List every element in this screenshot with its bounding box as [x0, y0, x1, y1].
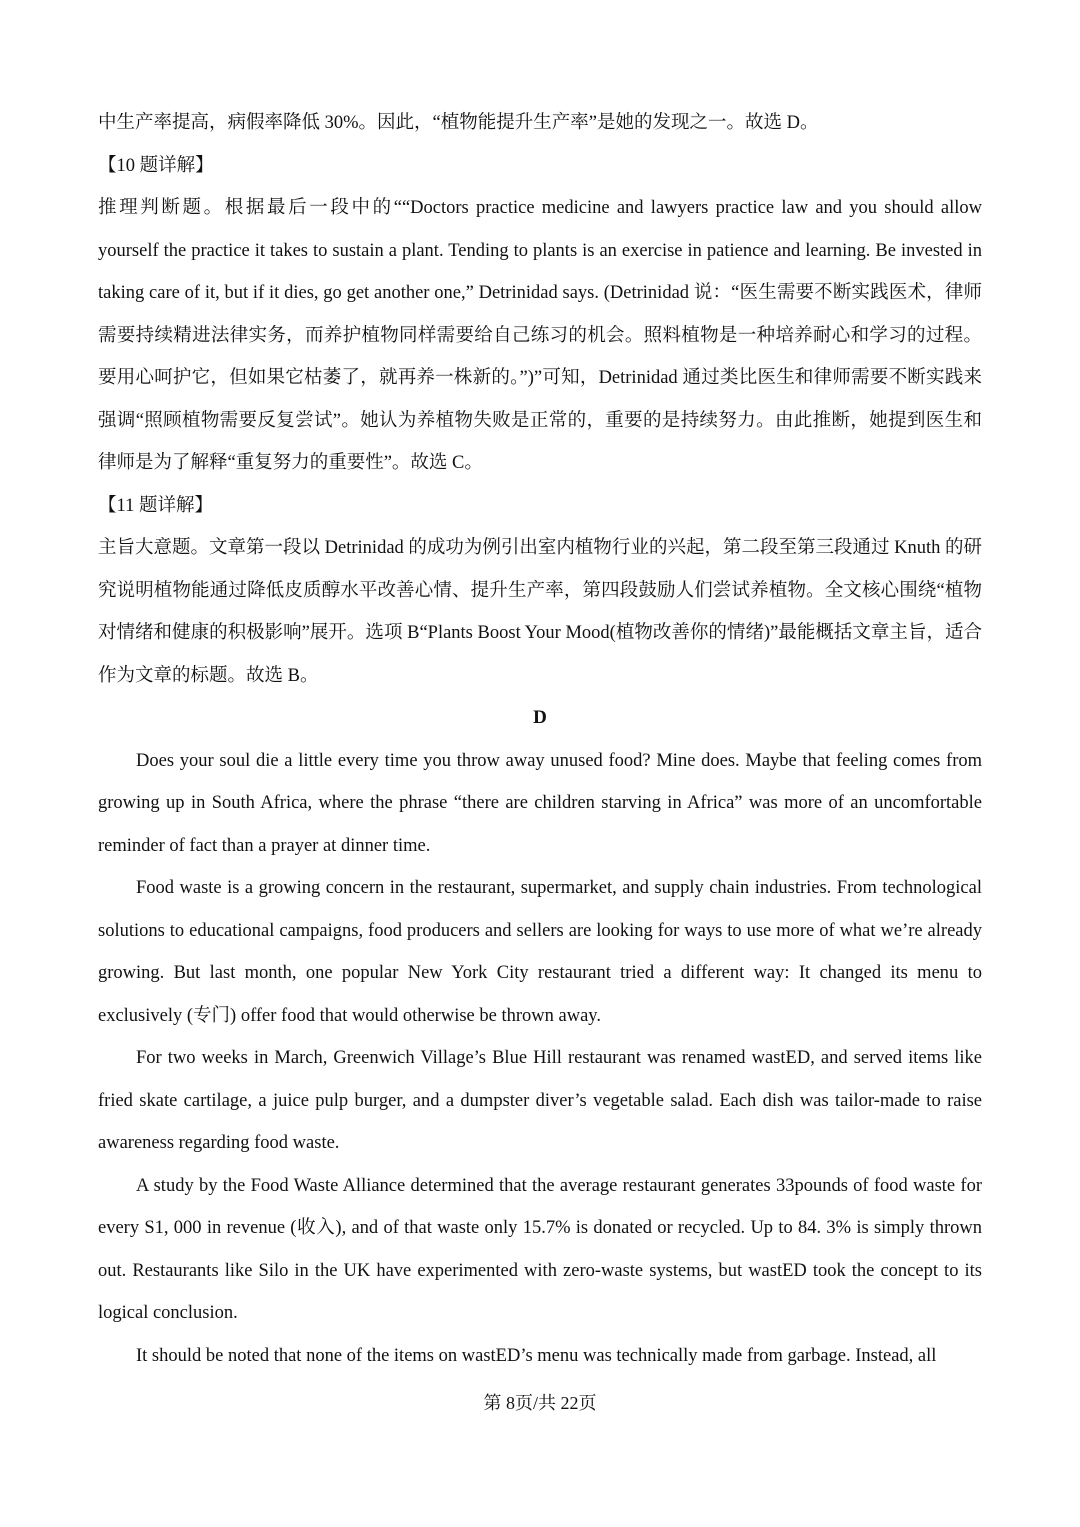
q10-heading: 【10 题详解】 [98, 155, 214, 176]
q9-answer-tail: 中生产率提高，病假率降低 30%。因此，“植物能提升生产率”是她的发现之一。故选 D。 [98, 113, 819, 133]
passage-paragraph: It should be noted that none of the items on wastED’s menu was technically made from garbage. Instead, all [136, 1345, 937, 1366]
passage-paragraph: Food waste is a growing concern in the restaurant, supermarket, and supply chain industries. From technological solutions to educational campaigns, food producers and sellers are looking for ways to use more of what we’re already growing. But last month, one popular New York City restaurant tried a different way: It changed its menu to exclusively (专门) offer food that would otherwise be thrown away. [98, 878, 982, 1026]
passage-paragraph: A study by the Food Waste Alliance determined that the average restaurant generates 33pounds of food waste for every S1, 000 in revenue (收入), and of that waste only 15.7% is donated or recycled. Up to 84. 3% is simply thrown out. Restaurants like Silo in the UK have experimented with zero-waste systems, but wastED took the concept to its logical conclusion. [98, 1175, 982, 1323]
passage-title: D [533, 707, 547, 728]
passage-paragraph: For two weeks in March, Greenwich Village’s Blue Hill restaurant was renamed wastED, and served items like fried skate cartilage, a juice pulp burger, and a dumpster diver’s vegetable salad. Each dish was tailor-made to raise awareness regarding food waste. [98, 1048, 982, 1153]
q11-explanation: 主旨大意题。文章第一段以 Detrinidad 的成功为例引出室内植物行业的兴起，第二段至第三段通过 Knuth 的研究说明植物能通过降低皮质醇水平改善心情、提升生产率，第四段鼓励人们尝试养植物。全文核心围绕“植物对情绪和健康的积极影响”展开。选项 B“Plants Boost Your Mood(植物改善你的情绪)”最能概括文章主旨，适合作为文章的标题。故选 B。 [98, 538, 982, 686]
passage-paragraph: Does your soul die a little every time you throw away unused food? Mine does. Maybe that feeling comes from growing up in South Africa, where the phrase “there are children starving in Africa” was more of an uncomfortable reminder of fact than a prayer at dinner time. [98, 750, 982, 856]
page-content [98, 102, 982, 1377]
page-number: 第 8页/共 22页 [483, 1393, 597, 1413]
q10-explanation: 推理判断题。根据最后一段中的““Doctors practice medicine and lawyers practice law and you should allow yourself the practice it takes to sustain a plant. Tending to plants is an exercise in patience and learning. Be invested in taking care of it, but if it dies, go get another one,” Detrinidad says. (Detrinidad 说：“医生需要不断实践医术，律师需要持续精进法律实务，而养护植物同样需要给自己练习的机会。照料植物是一种培养耐心和学习的过程。要用心呵护它，但如果它枯萎了，就再养一株新的。”)”可知，Detrinidad 通过类比医生和律师需要不断实践来强调“照顾植物需要反复尝试”。她认为养植物失败是正常的，重要的是持续努力。由此推断，她提到医生和律师是为了解释“重复努力的重要性”。故选 C。 [98, 198, 982, 473]
q11-heading: 【11 题详解】 [98, 495, 213, 516]
